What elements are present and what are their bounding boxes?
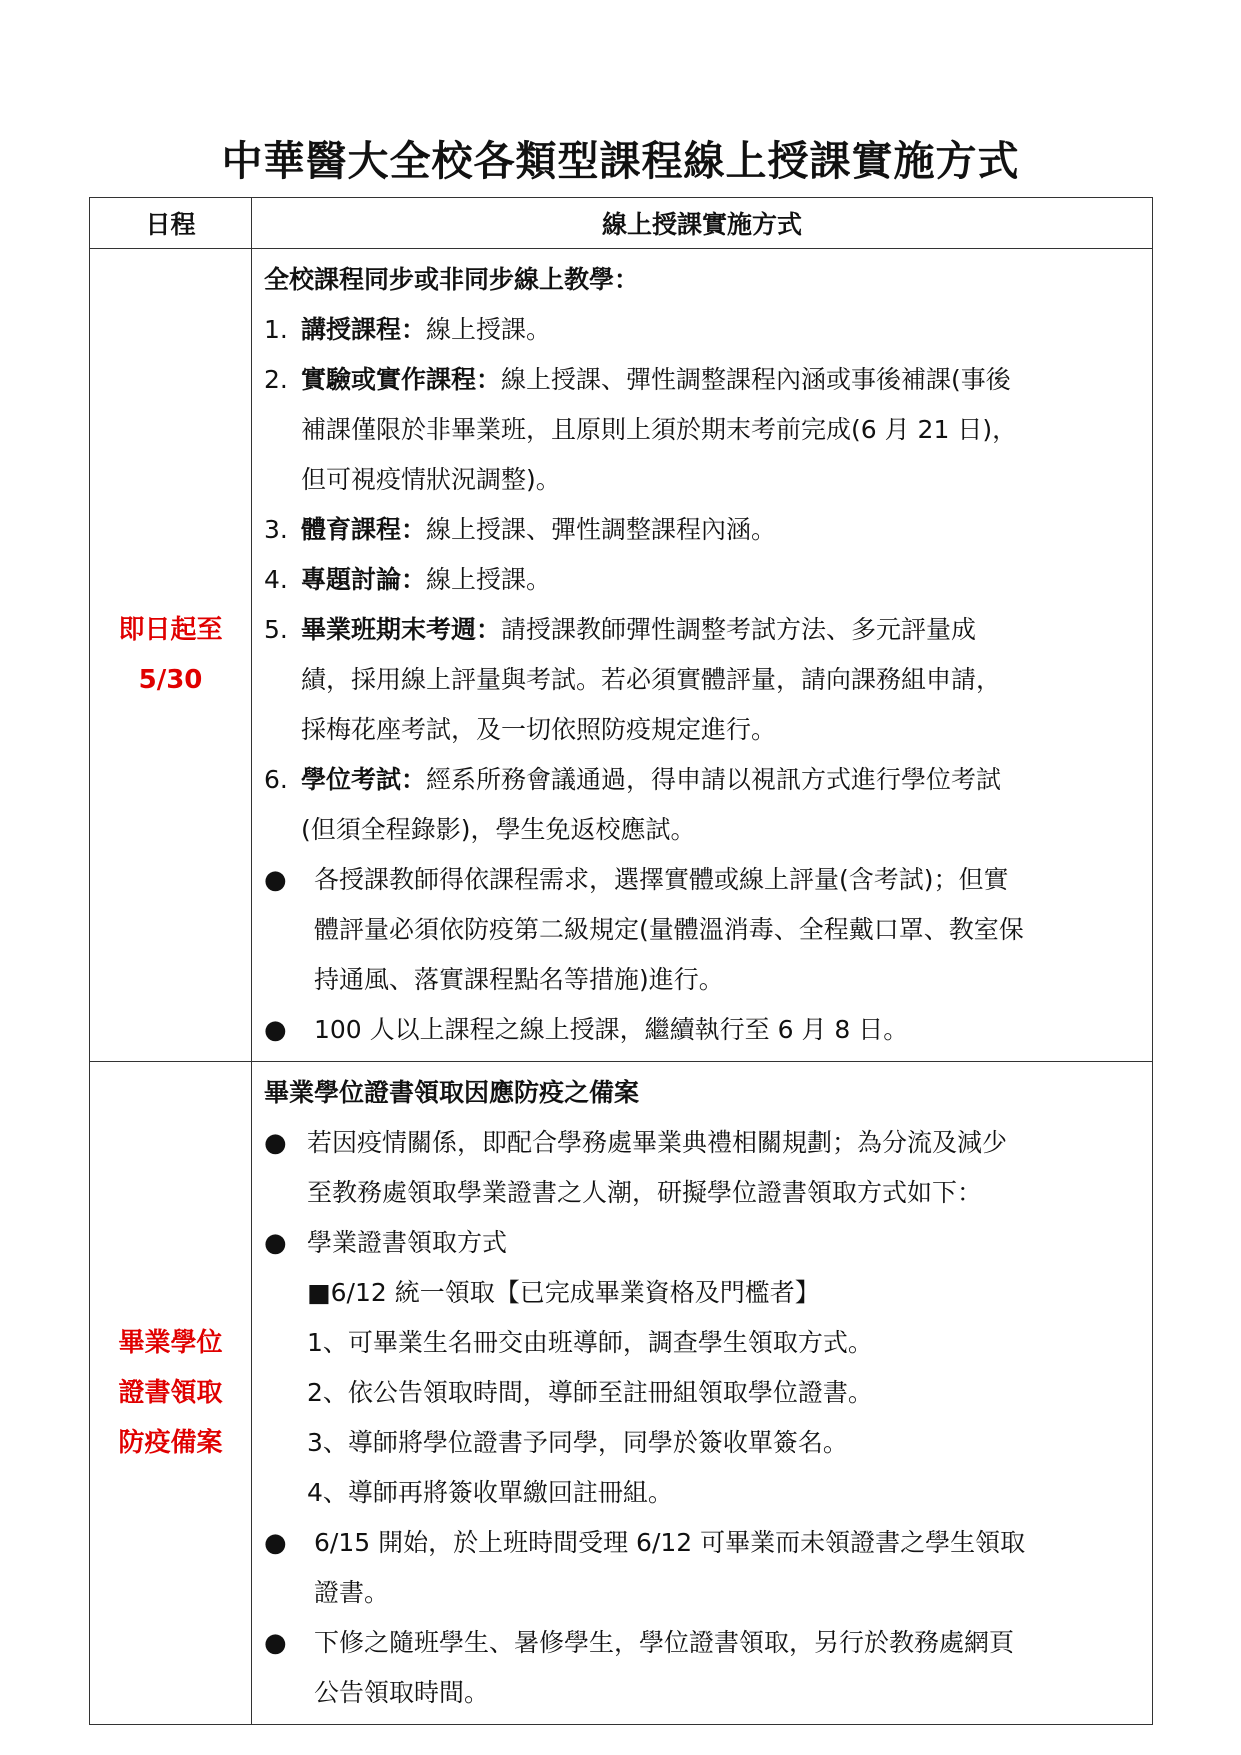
schedule-line: 5/30 <box>138 665 203 695</box>
item-continuation: 但可視疫情狀況調整)。 <box>301 465 561 494</box>
bullet-continuation: 持通風、落實課程點名等措施)進行。 <box>314 965 724 994</box>
bullet-item <box>264 1118 1142 1168</box>
item-continuation: 補課僅限於非畢業班，且原則上須於期末考前完成(6 月 21 日)， <box>301 415 1018 444</box>
item-text: 線上授課。 <box>426 565 552 594</box>
bullet-text: 若因疫情關係，即配合學務處畢業典禮相關規劃；為分流及減少 <box>307 1128 1008 1157</box>
item-label: 畢業班期末考週： <box>301 615 502 644</box>
step-item: 3、導師將學位證書予同學，同學於簽收單簽名。 <box>307 1428 848 1457</box>
item-number: 4. <box>264 565 288 594</box>
item-text: 經系所務會議通過，得申請以視訊方式進行學位考試 <box>426 765 1002 794</box>
schedule-cell <box>90 1062 252 1725</box>
schedule-cell <box>90 249 252 1062</box>
bullet-text: 各授課教師得依課程需求，選擇實體或線上評量(含考試)；但實 <box>314 865 1009 894</box>
bullet-continuation: 公告領取時間。 <box>314 1678 490 1707</box>
item-label: 實驗或實作課程： <box>301 365 502 394</box>
bullet-continuation: 體評量必須依防疫第二級規定(量體溫消毒、全程戴口罩、教室保 <box>314 915 1024 944</box>
table-row <box>90 249 1153 1062</box>
list-item <box>264 355 1142 405</box>
item-number: 5. <box>264 615 288 644</box>
bullet-icon: ● <box>264 1228 287 1258</box>
item-text: 請授課教師彈性調整考試方法、多元評量成 <box>501 615 977 644</box>
item-continuation: 績，採用線上評量與考試。若必須實體評量，請向課務組申請， <box>301 665 1002 694</box>
method-cell <box>252 1062 1153 1725</box>
table-row <box>90 1062 1153 1725</box>
section-heading: 畢業學位證書領取因應防疫之備案 <box>264 1078 640 1107</box>
item-label: 專題討論： <box>301 565 427 594</box>
item-text: 線上授課、彈性調整課程內涵或事後補課(事後 <box>501 365 1011 394</box>
bullet-text: 學業證書領取方式 <box>307 1228 508 1257</box>
list-item <box>264 555 1142 605</box>
header-schedule: 日程 <box>90 198 252 249</box>
schedule-line: 證書領取 <box>118 1378 223 1408</box>
step-item: 2、依公告領取時間，導師至註冊組領取學位證書。 <box>307 1378 873 1407</box>
item-continuation: (但須全程錄影)，學生免返校應試。 <box>301 815 696 844</box>
bullet-icon: ● <box>264 1628 287 1658</box>
table-header-row <box>90 198 1153 249</box>
item-number: 6. <box>264 765 288 794</box>
bullet-icon: ● <box>264 865 287 895</box>
bullet-text: 100 人以上課程之線上授課，繼續執行至 6 月 8 日。 <box>314 1015 909 1044</box>
step-item: 4、導師再將簽收單繳回註冊組。 <box>307 1478 673 1507</box>
bullet-item <box>264 1518 1142 1568</box>
item-label: 體育課程： <box>301 515 427 544</box>
bullet-icon: ● <box>264 1128 287 1158</box>
item-label: 學位考試： <box>301 765 427 794</box>
list-item <box>264 605 1142 655</box>
item-label: 講授課程： <box>301 315 427 344</box>
bullet-icon: ● <box>264 1015 287 1045</box>
item-text: 線上授課、彈性調整課程內涵。 <box>426 515 777 544</box>
section-heading: 全校課程同步或非同步線上教學： <box>264 265 640 294</box>
bullet-continuation: 證書。 <box>314 1578 390 1607</box>
bullet-text: 6/15 開始，於上班時間受理 6/12 可畢業而未領證書之學生領取 <box>314 1528 1026 1557</box>
schedule-line: 即日起至 <box>118 615 223 645</box>
schedule-table <box>89 197 1153 1725</box>
item-continuation: 採梅花座考試，及一切依照防疫規定進行。 <box>301 715 777 744</box>
schedule-line: 防疫備案 <box>118 1428 223 1458</box>
bullet-item <box>264 1618 1142 1668</box>
bullet-text: 下修之隨班學生、暑修學生，學位證書領取，另行於教務處網頁 <box>314 1628 1015 1657</box>
list-item <box>264 505 1142 555</box>
method-cell <box>252 249 1153 1062</box>
header-method: 線上授課實施方式 <box>252 198 1153 249</box>
bullet-icon: ● <box>264 1528 287 1558</box>
item-number: 2. <box>264 365 288 394</box>
bullet-item <box>264 1218 1142 1268</box>
item-number: 1. <box>264 315 288 344</box>
step-item: 1、可畢業生名冊交由班導師，調查學生領取方式。 <box>307 1328 873 1357</box>
item-number: 3. <box>264 515 288 544</box>
schedule-line: 畢業學位 <box>118 1328 223 1358</box>
bullet-continuation: 至教務處領取學業證書之人潮，研擬學位證書領取方式如下： <box>307 1178 983 1207</box>
bullet-item <box>264 855 1142 905</box>
page-title: 中華醫大全校各類型課程線上授課實施方式 <box>221 137 1020 185</box>
sub-heading: ■6/12 統一領取【已完成畢業資格及門檻者】 <box>307 1278 820 1307</box>
list-item <box>264 305 1142 355</box>
bullet-item <box>264 1005 1142 1055</box>
item-text: 線上授課。 <box>426 315 552 344</box>
list-item <box>264 755 1142 805</box>
